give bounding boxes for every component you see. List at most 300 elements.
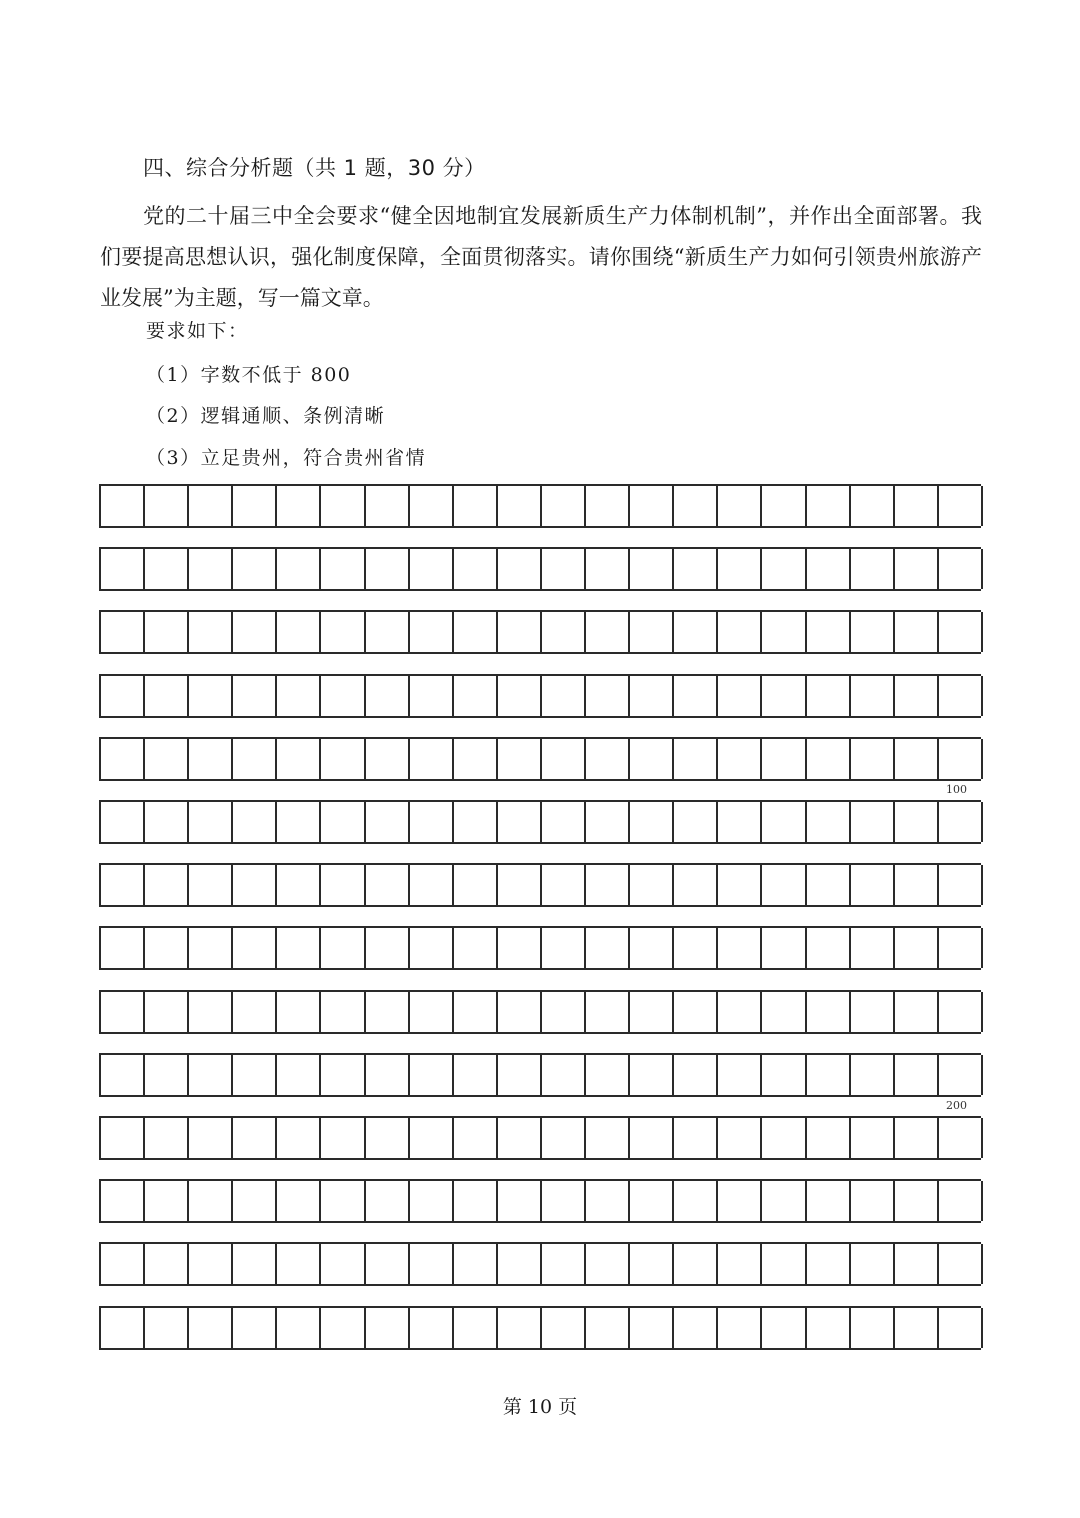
grid-cell[interactable] bbox=[101, 676, 145, 716]
grid-cell[interactable] bbox=[718, 992, 762, 1032]
grid-cell[interactable] bbox=[277, 486, 321, 526]
grid-cell[interactable] bbox=[454, 928, 498, 968]
grid-cell[interactable] bbox=[939, 1055, 983, 1095]
grid-cell[interactable] bbox=[454, 1055, 498, 1095]
page-number: 第 10 页 bbox=[502, 1396, 578, 1418]
grid-cell[interactable] bbox=[762, 1118, 806, 1158]
word-count-mark-200: 200 bbox=[946, 1099, 967, 1112]
grid-cell[interactable] bbox=[807, 676, 851, 716]
grid-cell[interactable] bbox=[630, 676, 674, 716]
grid-cell[interactable] bbox=[101, 1181, 145, 1221]
grid-cell[interactable] bbox=[674, 928, 718, 968]
grid-cell[interactable] bbox=[851, 802, 895, 842]
grid-cell[interactable] bbox=[895, 1308, 939, 1348]
grid-cell[interactable] bbox=[939, 865, 983, 905]
grid-cell[interactable] bbox=[233, 1181, 277, 1221]
grid-cell[interactable] bbox=[542, 612, 586, 652]
grid-cell[interactable] bbox=[189, 802, 233, 842]
grid-cell[interactable] bbox=[145, 992, 189, 1032]
grid-cell[interactable] bbox=[895, 739, 939, 779]
grid-cell[interactable] bbox=[718, 676, 762, 716]
grid-cell[interactable] bbox=[807, 1055, 851, 1095]
grid-cell[interactable] bbox=[233, 676, 277, 716]
grid-cell[interactable] bbox=[895, 1118, 939, 1158]
grid-cell[interactable] bbox=[233, 1055, 277, 1095]
grid-cell[interactable] bbox=[807, 1308, 851, 1348]
grid-cell[interactable] bbox=[718, 549, 762, 589]
grid-cell[interactable] bbox=[718, 486, 762, 526]
section-title: 四、综合分析题（共 1 题，30 分） bbox=[143, 156, 486, 180]
grid-row bbox=[99, 547, 981, 591]
grid-cell[interactable] bbox=[630, 802, 674, 842]
grid-cell[interactable] bbox=[277, 928, 321, 968]
grid-cell[interactable] bbox=[542, 1118, 586, 1158]
grid-cell[interactable] bbox=[807, 612, 851, 652]
grid-cell[interactable] bbox=[939, 486, 983, 526]
grid-cell[interactable] bbox=[101, 1308, 145, 1348]
grid-cell[interactable] bbox=[762, 1244, 806, 1284]
grid-cell[interactable] bbox=[851, 992, 895, 1032]
grid-cell[interactable] bbox=[233, 549, 277, 589]
grid-cell[interactable] bbox=[454, 865, 498, 905]
grid-cell[interactable] bbox=[101, 549, 145, 589]
grid-cell[interactable] bbox=[630, 928, 674, 968]
grid-cell[interactable] bbox=[498, 1055, 542, 1095]
grid-cell[interactable] bbox=[233, 486, 277, 526]
grid-cell[interactable] bbox=[542, 802, 586, 842]
grid-cell[interactable] bbox=[321, 928, 365, 968]
grid-row bbox=[99, 610, 981, 654]
grid-cell[interactable] bbox=[586, 1181, 630, 1221]
grid-cell[interactable] bbox=[895, 1055, 939, 1095]
grid-cell[interactable] bbox=[145, 549, 189, 589]
grid-cell[interactable] bbox=[410, 676, 454, 716]
grid-cell[interactable] bbox=[189, 612, 233, 652]
grid-cell[interactable] bbox=[233, 802, 277, 842]
grid-row bbox=[99, 926, 981, 970]
grid-cell[interactable] bbox=[498, 802, 542, 842]
grid-cell[interactable] bbox=[410, 865, 454, 905]
grid-cell[interactable] bbox=[762, 928, 806, 968]
grid-cell[interactable] bbox=[454, 1181, 498, 1221]
grid-cell[interactable] bbox=[851, 676, 895, 716]
grid-cell[interactable] bbox=[498, 992, 542, 1032]
grid-cell[interactable] bbox=[366, 549, 410, 589]
grid-cell[interactable] bbox=[542, 1055, 586, 1095]
grid-cell[interactable] bbox=[321, 549, 365, 589]
grid-cell[interactable] bbox=[498, 1244, 542, 1284]
grid-cell[interactable] bbox=[851, 1308, 895, 1348]
grid-cell[interactable] bbox=[277, 992, 321, 1032]
grid-cell[interactable] bbox=[674, 612, 718, 652]
grid-cell[interactable] bbox=[410, 486, 454, 526]
grid-cell[interactable] bbox=[630, 1308, 674, 1348]
grid-cell[interactable] bbox=[674, 992, 718, 1032]
grid-cell[interactable] bbox=[807, 486, 851, 526]
grid-cell[interactable] bbox=[762, 802, 806, 842]
grid-cell[interactable] bbox=[851, 928, 895, 968]
grid-cell[interactable] bbox=[277, 1244, 321, 1284]
grid-cell[interactable] bbox=[807, 1118, 851, 1158]
grid-cell[interactable] bbox=[851, 1055, 895, 1095]
grid-cell[interactable] bbox=[939, 928, 983, 968]
grid-cell[interactable] bbox=[807, 928, 851, 968]
grid-cell[interactable] bbox=[630, 612, 674, 652]
grid-cell[interactable] bbox=[762, 1181, 806, 1221]
grid-cell[interactable] bbox=[498, 928, 542, 968]
grid-cell[interactable] bbox=[410, 1181, 454, 1221]
grid-cell[interactable] bbox=[321, 676, 365, 716]
grid-cell[interactable] bbox=[145, 1308, 189, 1348]
grid-cell[interactable] bbox=[807, 1181, 851, 1221]
grid-cell[interactable] bbox=[145, 1181, 189, 1221]
grid-cell[interactable] bbox=[277, 865, 321, 905]
grid-cell[interactable] bbox=[233, 1308, 277, 1348]
requirement-item: （1）字数不低于 800 bbox=[146, 364, 352, 386]
grid-cell[interactable] bbox=[762, 486, 806, 526]
grid-cell[interactable] bbox=[366, 992, 410, 1032]
grid-cell[interactable] bbox=[233, 612, 277, 652]
grid-cell[interactable] bbox=[498, 676, 542, 716]
grid-cell[interactable] bbox=[366, 865, 410, 905]
grid-cell[interactable] bbox=[718, 1118, 762, 1158]
grid-cell[interactable] bbox=[101, 612, 145, 652]
grid-cell[interactable] bbox=[101, 1055, 145, 1095]
grid-cell[interactable] bbox=[895, 612, 939, 652]
grid-cell[interactable] bbox=[718, 1181, 762, 1221]
grid-row bbox=[99, 800, 981, 844]
grid-cell[interactable] bbox=[851, 739, 895, 779]
grid-cell[interactable] bbox=[277, 1308, 321, 1348]
grid-cell[interactable] bbox=[939, 1308, 983, 1348]
grid-cell[interactable] bbox=[939, 676, 983, 716]
grid-cell[interactable] bbox=[542, 992, 586, 1032]
grid-cell[interactable] bbox=[939, 739, 983, 779]
grid-cell[interactable] bbox=[542, 486, 586, 526]
grid-row bbox=[99, 1306, 981, 1350]
grid-cell[interactable] bbox=[939, 612, 983, 652]
grid-cell[interactable] bbox=[674, 1244, 718, 1284]
grid-cell[interactable] bbox=[321, 1055, 365, 1095]
grid-cell[interactable] bbox=[851, 1181, 895, 1221]
grid-cell[interactable] bbox=[277, 802, 321, 842]
grid-cell[interactable] bbox=[145, 802, 189, 842]
grid-cell[interactable] bbox=[145, 739, 189, 779]
grid-cell[interactable] bbox=[895, 549, 939, 589]
grid-cell[interactable] bbox=[895, 486, 939, 526]
grid-cell[interactable] bbox=[542, 865, 586, 905]
grid-cell[interactable] bbox=[851, 549, 895, 589]
grid-cell[interactable] bbox=[189, 549, 233, 589]
grid-cell[interactable] bbox=[454, 802, 498, 842]
grid-cell[interactable] bbox=[410, 992, 454, 1032]
grid-cell[interactable] bbox=[762, 676, 806, 716]
grid-cell[interactable] bbox=[498, 1181, 542, 1221]
grid-cell[interactable] bbox=[321, 739, 365, 779]
grid-cell[interactable] bbox=[454, 739, 498, 779]
grid-cell[interactable] bbox=[366, 612, 410, 652]
grid-row bbox=[99, 1179, 981, 1223]
grid-cell[interactable] bbox=[586, 486, 630, 526]
grid-cell[interactable] bbox=[542, 549, 586, 589]
grid-cell[interactable] bbox=[321, 802, 365, 842]
grid-cell[interactable] bbox=[851, 865, 895, 905]
grid-cell[interactable] bbox=[366, 1244, 410, 1284]
grid-cell[interactable] bbox=[674, 1181, 718, 1221]
grid-cell[interactable] bbox=[454, 612, 498, 652]
grid-cell[interactable] bbox=[277, 1055, 321, 1095]
grid-cell[interactable] bbox=[366, 486, 410, 526]
grid-cell[interactable] bbox=[233, 1118, 277, 1158]
grid-cell[interactable] bbox=[498, 486, 542, 526]
grid-cell[interactable] bbox=[630, 992, 674, 1032]
grid-cell[interactable] bbox=[807, 992, 851, 1032]
grid-cell[interactable] bbox=[145, 612, 189, 652]
grid-cell[interactable] bbox=[807, 549, 851, 589]
grid-cell[interactable] bbox=[454, 1244, 498, 1284]
grid-cell[interactable] bbox=[718, 612, 762, 652]
grid-cell[interactable] bbox=[939, 1181, 983, 1221]
grid-cell[interactable] bbox=[939, 1244, 983, 1284]
grid-cell[interactable] bbox=[851, 1244, 895, 1284]
grid-cell[interactable] bbox=[674, 1055, 718, 1095]
grid-cell[interactable] bbox=[189, 1308, 233, 1348]
grid-cell[interactable] bbox=[586, 1244, 630, 1284]
grid-cell[interactable] bbox=[586, 549, 630, 589]
grid-cell[interactable] bbox=[101, 992, 145, 1032]
grid-cell[interactable] bbox=[189, 992, 233, 1032]
grid-cell[interactable] bbox=[498, 865, 542, 905]
grid-cell[interactable] bbox=[321, 865, 365, 905]
grid-cell[interactable] bbox=[895, 992, 939, 1032]
requirement-item: （2）逻辑通顺、条例清晰 bbox=[146, 405, 386, 427]
grid-cell[interactable] bbox=[410, 1308, 454, 1348]
grid-cell[interactable] bbox=[630, 1181, 674, 1221]
grid-cell[interactable] bbox=[321, 992, 365, 1032]
grid-cell[interactable] bbox=[630, 865, 674, 905]
grid-cell[interactable] bbox=[807, 802, 851, 842]
grid-cell[interactable] bbox=[586, 676, 630, 716]
grid-cell[interactable] bbox=[718, 1055, 762, 1095]
grid-cell[interactable] bbox=[895, 1244, 939, 1284]
grid-cell[interactable] bbox=[939, 549, 983, 589]
grid-cell[interactable] bbox=[762, 1055, 806, 1095]
grid-cell[interactable] bbox=[454, 549, 498, 589]
grid-cell[interactable] bbox=[321, 1181, 365, 1221]
grid-cell[interactable] bbox=[410, 739, 454, 779]
grid-cell[interactable] bbox=[410, 549, 454, 589]
grid-cell[interactable] bbox=[674, 802, 718, 842]
grid-cell[interactable] bbox=[101, 486, 145, 526]
grid-row bbox=[99, 484, 981, 528]
grid-cell[interactable] bbox=[807, 865, 851, 905]
grid-cell[interactable] bbox=[718, 865, 762, 905]
grid-cell[interactable] bbox=[277, 1181, 321, 1221]
grid-cell[interactable] bbox=[851, 486, 895, 526]
grid-cell[interactable] bbox=[145, 1055, 189, 1095]
grid-cell[interactable] bbox=[189, 1055, 233, 1095]
grid-cell[interactable] bbox=[189, 486, 233, 526]
grid-cell[interactable] bbox=[366, 1055, 410, 1095]
grid-cell[interactable] bbox=[851, 1118, 895, 1158]
grid-cell[interactable] bbox=[630, 1244, 674, 1284]
grid-cell[interactable] bbox=[454, 1118, 498, 1158]
grid-cell[interactable] bbox=[674, 865, 718, 905]
grid-cell[interactable] bbox=[145, 1118, 189, 1158]
grid-cell[interactable] bbox=[542, 1308, 586, 1348]
grid-cell[interactable] bbox=[586, 1308, 630, 1348]
grid-cell[interactable] bbox=[939, 992, 983, 1032]
grid-cell[interactable] bbox=[233, 992, 277, 1032]
grid-cell[interactable] bbox=[586, 612, 630, 652]
grid-cell[interactable] bbox=[454, 486, 498, 526]
grid-cell[interactable] bbox=[586, 1055, 630, 1095]
grid-cell[interactable] bbox=[189, 928, 233, 968]
grid-cell[interactable] bbox=[189, 1181, 233, 1221]
grid-cell[interactable] bbox=[277, 549, 321, 589]
grid-cell[interactable] bbox=[145, 676, 189, 716]
grid-cell[interactable] bbox=[762, 865, 806, 905]
grid-cell[interactable] bbox=[189, 1244, 233, 1284]
grid-cell[interactable] bbox=[895, 928, 939, 968]
grid-cell[interactable] bbox=[277, 612, 321, 652]
grid-cell[interactable] bbox=[410, 612, 454, 652]
grid-cell[interactable] bbox=[454, 992, 498, 1032]
grid-cell[interactable] bbox=[718, 802, 762, 842]
grid-cell[interactable] bbox=[718, 739, 762, 779]
grid-cell[interactable] bbox=[145, 928, 189, 968]
grid-cell[interactable] bbox=[101, 865, 145, 905]
grid-cell[interactable] bbox=[101, 1118, 145, 1158]
grid-cell[interactable] bbox=[762, 549, 806, 589]
grid-row bbox=[99, 737, 981, 781]
grid-cell[interactable] bbox=[321, 1244, 365, 1284]
grid-cell[interactable] bbox=[454, 1308, 498, 1348]
grid-cell[interactable] bbox=[410, 802, 454, 842]
grid-cell[interactable] bbox=[321, 612, 365, 652]
grid-cell[interactable] bbox=[189, 865, 233, 905]
grid-cell[interactable] bbox=[366, 928, 410, 968]
grid-cell[interactable] bbox=[586, 739, 630, 779]
question-prompt: 党的二十届三中全会要求“健全因地制宜发展新质生产力体制机制”，并作出全面部署。我们要提高思想认识，强化制度保障，全面贯彻落实。请你围绕“新质生产力如何引领贵州旅游产业发展”为主题，写一篇文章。 bbox=[100, 204, 982, 310]
grid-cell[interactable] bbox=[498, 1308, 542, 1348]
grid-cell[interactable] bbox=[189, 1118, 233, 1158]
grid-cell[interactable] bbox=[807, 739, 851, 779]
grid-cell[interactable] bbox=[542, 1244, 586, 1284]
grid-cell[interactable] bbox=[542, 676, 586, 716]
grid-cell[interactable] bbox=[498, 549, 542, 589]
grid-cell[interactable] bbox=[101, 739, 145, 779]
grid-cell[interactable] bbox=[189, 739, 233, 779]
grid-cell[interactable] bbox=[674, 676, 718, 716]
grid-cell[interactable] bbox=[145, 1244, 189, 1284]
grid-cell[interactable] bbox=[762, 992, 806, 1032]
grid-cell[interactable] bbox=[366, 1118, 410, 1158]
grid-cell[interactable] bbox=[939, 802, 983, 842]
grid-cell[interactable] bbox=[586, 928, 630, 968]
grid-cell[interactable] bbox=[410, 1118, 454, 1158]
grid-cell[interactable] bbox=[674, 1308, 718, 1348]
grid-cell[interactable] bbox=[233, 865, 277, 905]
grid-cell[interactable] bbox=[101, 1244, 145, 1284]
grid-cell[interactable] bbox=[762, 739, 806, 779]
grid-cell[interactable] bbox=[145, 486, 189, 526]
grid-cell[interactable] bbox=[233, 1244, 277, 1284]
grid-cell[interactable] bbox=[674, 739, 718, 779]
grid-cell[interactable] bbox=[366, 739, 410, 779]
grid-cell[interactable] bbox=[366, 1181, 410, 1221]
grid-cell[interactable] bbox=[410, 1055, 454, 1095]
grid-row bbox=[99, 1116, 981, 1160]
grid-cell[interactable] bbox=[895, 865, 939, 905]
grid-cell[interactable] bbox=[498, 1118, 542, 1158]
grid-cell[interactable] bbox=[277, 1118, 321, 1158]
requirements-title: 要求如下： bbox=[146, 320, 249, 342]
grid-cell[interactable] bbox=[233, 739, 277, 779]
grid-cell[interactable] bbox=[807, 1244, 851, 1284]
grid-cell[interactable] bbox=[277, 739, 321, 779]
requirement-item: （3）立足贵州，符合贵州省情 bbox=[146, 447, 427, 469]
grid-cell[interactable] bbox=[895, 802, 939, 842]
grid-cell[interactable] bbox=[630, 739, 674, 779]
grid-cell[interactable] bbox=[498, 612, 542, 652]
grid-row bbox=[99, 1242, 981, 1286]
grid-cell[interactable] bbox=[939, 1118, 983, 1158]
grid-cell[interactable] bbox=[101, 802, 145, 842]
grid-cell[interactable] bbox=[630, 549, 674, 589]
grid-cell[interactable] bbox=[542, 928, 586, 968]
grid-cell[interactable] bbox=[586, 1118, 630, 1158]
grid-cell[interactable] bbox=[586, 992, 630, 1032]
grid-cell[interactable] bbox=[586, 802, 630, 842]
grid-cell[interactable] bbox=[895, 676, 939, 716]
grid-cell[interactable] bbox=[718, 1244, 762, 1284]
grid-cell[interactable] bbox=[895, 1181, 939, 1221]
grid-cell[interactable] bbox=[145, 865, 189, 905]
grid-cell[interactable] bbox=[674, 486, 718, 526]
grid-cell[interactable] bbox=[366, 676, 410, 716]
grid-cell[interactable] bbox=[366, 802, 410, 842]
grid-cell[interactable] bbox=[498, 739, 542, 779]
grid-cell[interactable] bbox=[762, 612, 806, 652]
grid-cell[interactable] bbox=[189, 676, 233, 716]
grid-cell[interactable] bbox=[410, 1244, 454, 1284]
grid-cell[interactable] bbox=[851, 612, 895, 652]
grid-cell[interactable] bbox=[674, 549, 718, 589]
grid-cell[interactable] bbox=[321, 1308, 365, 1348]
grid-cell[interactable] bbox=[233, 928, 277, 968]
grid-cell[interactable] bbox=[630, 1118, 674, 1158]
grid-cell[interactable] bbox=[410, 928, 454, 968]
grid-cell[interactable] bbox=[321, 1118, 365, 1158]
grid-cell[interactable] bbox=[542, 1181, 586, 1221]
grid-cell[interactable] bbox=[586, 865, 630, 905]
grid-cell[interactable] bbox=[674, 1118, 718, 1158]
grid-cell[interactable] bbox=[454, 676, 498, 716]
grid-cell[interactable] bbox=[542, 739, 586, 779]
grid-cell[interactable] bbox=[762, 1308, 806, 1348]
grid-cell[interactable] bbox=[366, 1308, 410, 1348]
grid-cell[interactable] bbox=[718, 928, 762, 968]
grid-cell[interactable] bbox=[101, 928, 145, 968]
grid-row bbox=[99, 1053, 981, 1097]
grid-cell[interactable] bbox=[277, 676, 321, 716]
grid-cell[interactable] bbox=[630, 1055, 674, 1095]
grid-cell[interactable] bbox=[718, 1308, 762, 1348]
grid-cell[interactable] bbox=[630, 486, 674, 526]
grid-cell[interactable] bbox=[321, 486, 365, 526]
word-count-mark-100: 100 bbox=[946, 783, 967, 796]
